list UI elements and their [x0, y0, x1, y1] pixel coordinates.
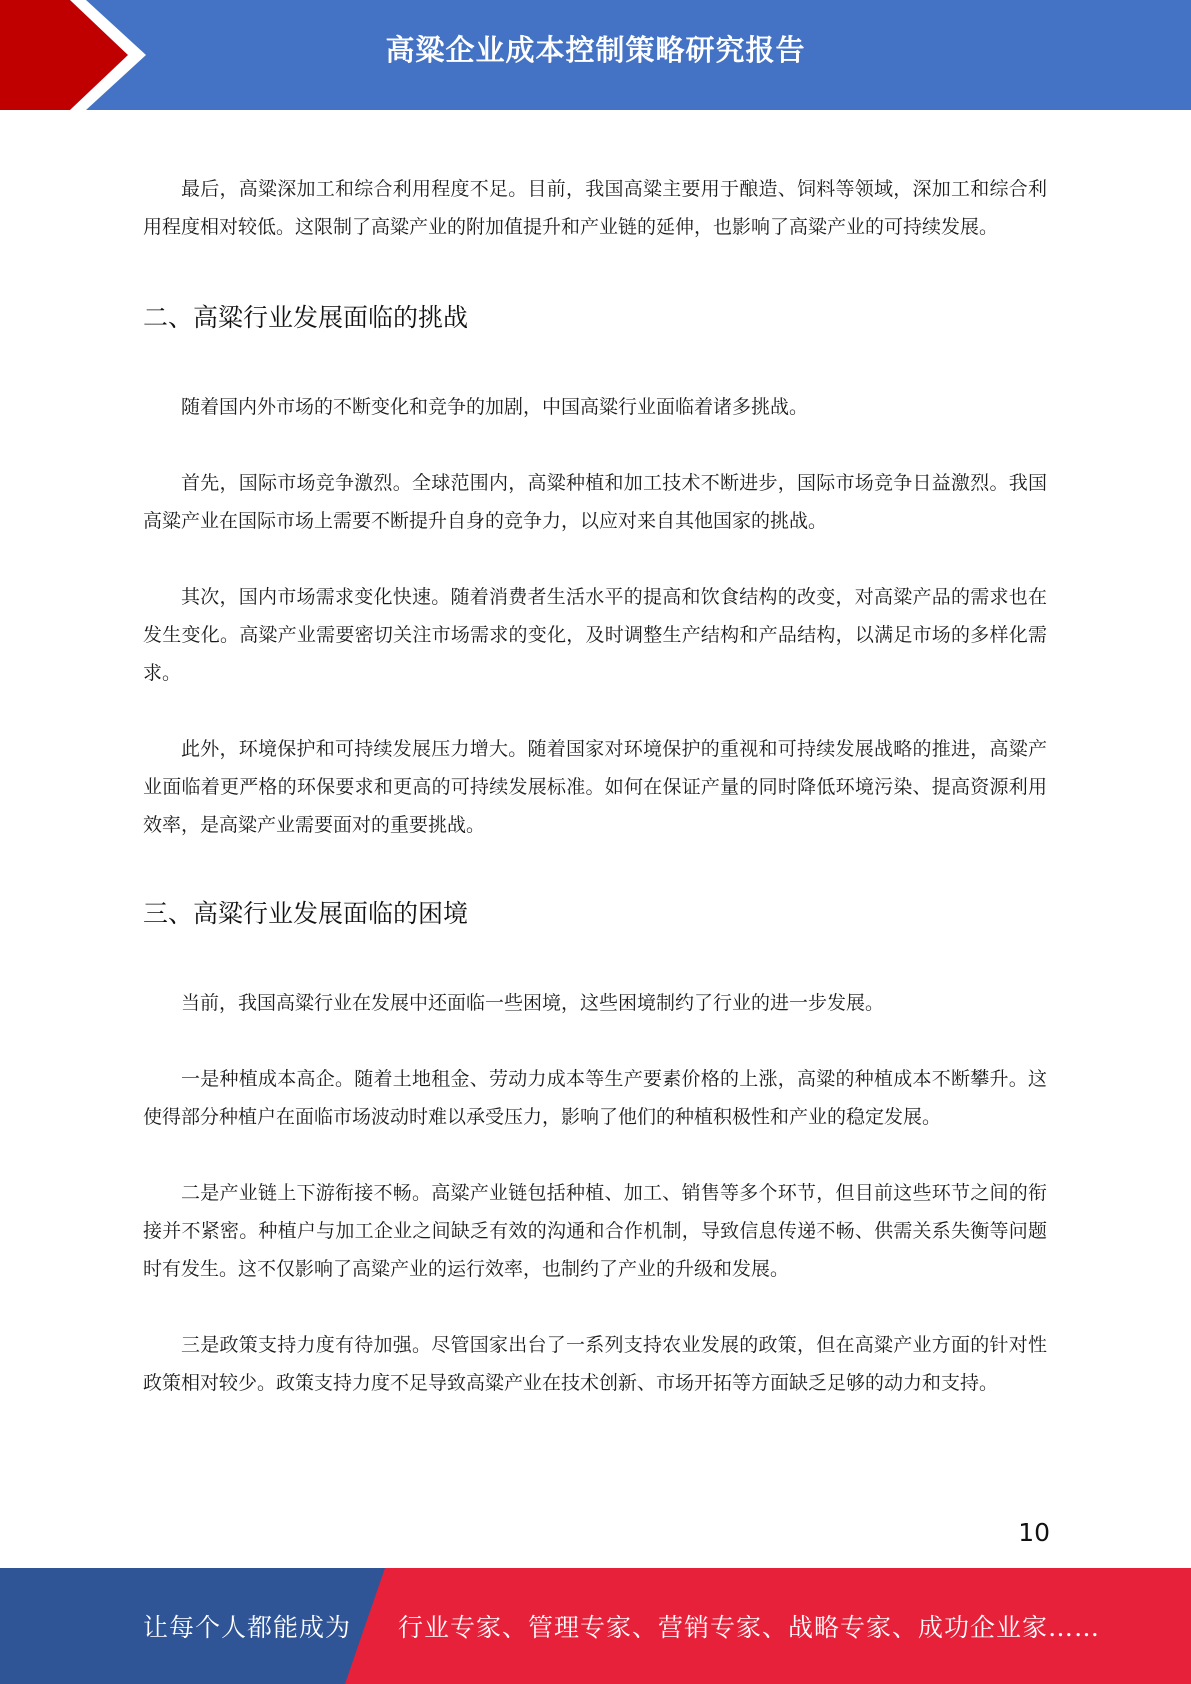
paragraph-challenge-3: 此外，环境保护和可持续发展压力增大。随着国家对环境保护的重视和可持续发展战略的推进，高粱产业面临着更严格的环保要求和更高的可持续发展标准。如何在保证产量的同时降低环境污染、提高资源利用效率，是高粱产业需要面对的重要挑战。: [143, 738, 1047, 836]
paragraph-challenge-2: 其次，国内市场需求变化快速。随着消费者生活水平的提高和饮食结构的改变，对高粱产品的需求也在发生变化。高粱产业需要密切关注市场需求的变化，及时调整生产结构和产品结构，以满足市场的多样化需求。: [143, 586, 1047, 684]
page-number: 10: [1018, 1518, 1050, 1547]
paragraph-challenge-1: 首先，国际市场竞争激烈。全球范围内，高粱种植和加工技术不断进步，国际市场竞争日益激烈。我国高粱产业在国际市场上需要不断提升自身的竞争力，以应对来自其他国家的挑战。: [143, 472, 1047, 532]
paragraph-final-point: 最后，高粱深加工和综合利用程度不足。目前，我国高粱主要用于酿造、饲料等领域，深加工和综合利用程度相对较低。这限制了高粱产业的附加值提升和产业链的延伸，也影响了高粱产业的可持续发展。: [143, 178, 1047, 238]
paragraph-dilemmas-intro: 当前，我国高粱行业在发展中还面临一些困境，这些困境制约了行业的进一步发展。: [181, 992, 885, 1014]
footer-slogan-left: 让每个人都能成为: [143, 1613, 352, 1642]
section-heading-dilemmas: 三、高粱行业发展面临的困境: [143, 899, 469, 928]
paragraph-dilemma-1: 一是种植成本高企。随着土地租金、劳动力成本等生产要素价格的上涨，高粱的种植成本不断攀升。这使得部分种植户在面临市场波动时难以承受压力，影响了他们的种植积极性和产业的稳定发展。: [143, 1068, 1047, 1128]
paragraph-dilemma-2: 二是产业链上下游衔接不畅。高粱产业链包括种植、加工、销售等多个环节，但目前这些环节之间的衔接并不紧密。种植户与加工企业之间缺乏有效的沟通和合作机制，导致信息传递不畅、供需关系失衡等问题时有发生。这不仅影响了高粱产业的运行效率，也制约了产业的升级和发展。: [143, 1182, 1047, 1280]
section-heading-challenges: 二、高粱行业发展面临的挑战: [143, 303, 469, 332]
footer-slogan-right: 行业专家、管理专家、营销专家、战略专家、成功企业家……: [398, 1613, 1101, 1642]
paragraph-dilemma-3: 三是政策支持力度有待加强。尽管国家出台了一系列支持农业发展的政策，但在高粱产业方面的针对性政策相对较少。政策支持力度不足导致高粱产业在技术创新、市场开拓等方面缺乏足够的动力和支持。: [143, 1334, 1047, 1394]
document-title: 高粱企业成本控制策略研究报告: [385, 33, 806, 67]
footer-banner: [0, 1568, 1191, 1684]
page-content: [143, 170, 1047, 1402]
paragraph-challenges-intro: 随着国内外市场的不断变化和竞争的加剧，中国高粱行业面临着诸多挑战。: [181, 396, 809, 418]
